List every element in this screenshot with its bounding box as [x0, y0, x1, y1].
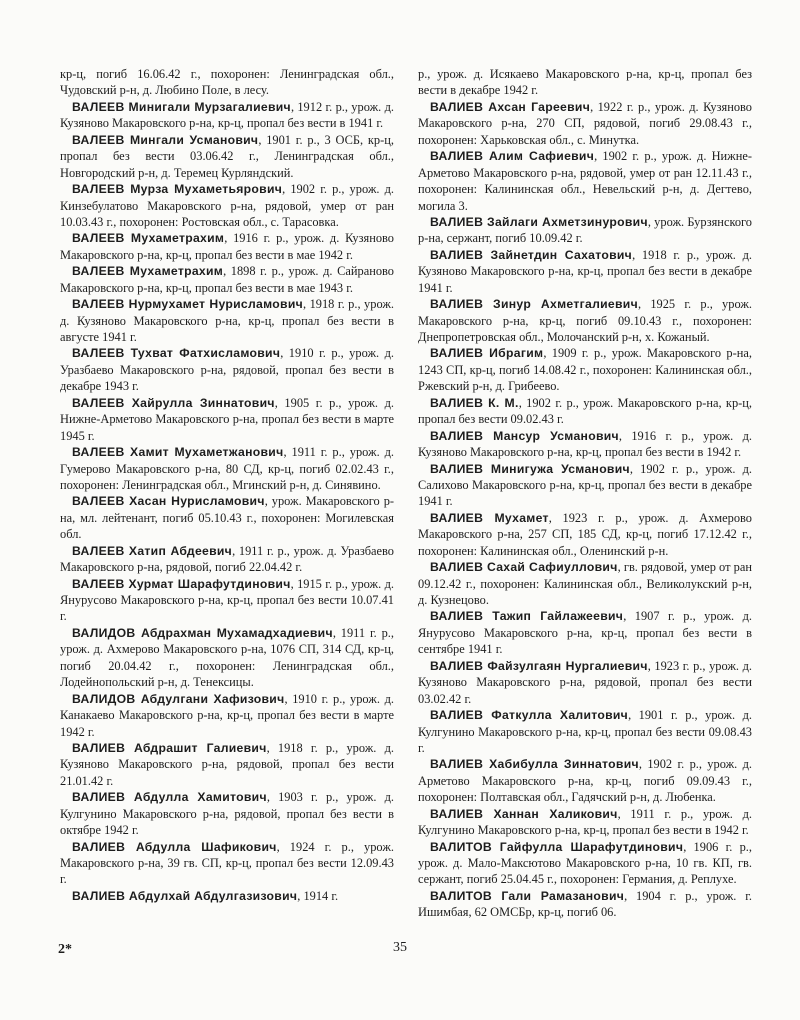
entry-details: , 1916 г. р., урож. д. Кузяново Макаровского р-на, кр-ц, пропал без вести в мае 1942 г. [60, 231, 394, 262]
register-entry [60, 296, 394, 345]
entry-name: ВАЛИЕВ Ханнан Халикович [430, 806, 618, 821]
entry-details: , 1902 г. р., урож. д. Арметово Макаровского р-на, кр-ц, погиб 09.09.43 г., похоронен: Полтавская обл., Гадячский р-н, д. Любенка. [418, 757, 752, 805]
entry-details: , 1907 г. р., урож. д. Янурусово Макаровского р-на, кр-ц, пропал без вести в сентябре 1941 г. [418, 609, 752, 657]
entry-details: , 1915 г. р., урож. д. Янурусово Макаровского р-на, кр-ц, пропал без вести 10.07.41 г. [60, 576, 394, 624]
entry-name: ВАЛИЕВ Абдулла Хамитович [72, 790, 267, 805]
register-entry [60, 888, 394, 904]
entry-name: ВАЛИЕВ Тажип Гайлажеевич [430, 609, 624, 624]
entry-name: ВАЛИЕВ Минигужа Усманович [430, 461, 630, 476]
register-entry [418, 148, 752, 214]
register-entry [418, 345, 752, 394]
entry-name: ВАЛИЕВ Зайлаги Ахметзинурович [430, 214, 648, 229]
entry-name: ВАЛИДОВ Абдрахман Мухамадхадиевич [72, 625, 333, 640]
right-column [418, 66, 752, 921]
register-entry [60, 99, 394, 132]
register-entry [418, 395, 752, 428]
entry-name: ВАЛЕЕВ Минигали Мурзагалиевич [72, 99, 291, 114]
entry-details: , 1925 г. р., урож. Макаровского р-на, кр-ц, погиб 09.10.43 г., похоронен: Днепропетровская обл., Молочанский р-н, х. Кожаный. [418, 297, 752, 344]
entry-name: ВАЛЕЕВ Мухаметрахим [72, 264, 224, 279]
entry-details: , 1898 г. р., урож. д. Сайраново Макаровского р-на, кр-ц, пропал без вести в мае 1943 г. [60, 264, 394, 295]
register-entry [60, 625, 394, 691]
entry-name: ВАЛЕЕВ Хатип Абдеевич [72, 543, 233, 558]
entry-name: ВАЛИЕВ К. М. [430, 395, 519, 410]
register-entry [418, 247, 752, 296]
entry-details: , 1918 г. р., урож. д. Кузяново Макаровского р-на, кр-ц, пропал без вести в декабре 1941 г. [418, 247, 752, 295]
entry-name: ВАЛИТОВ Гали Рамазанович [430, 888, 625, 903]
register-entry [60, 839, 394, 888]
entry-details: , 1902 г. р., урож. Макаровского р-на, кр-ц, пропал без вести 09.02.43 г. [418, 395, 752, 427]
entry-details: , 1911 г. р., урож. д. Кулгунино Макаровского р-на, кр-ц, пропал без вести в 1942 г. [418, 806, 752, 838]
entry-name: ВАЛЕЕВ Мурза Мухаметьярович [72, 182, 283, 197]
register-entry [60, 493, 394, 542]
entry-details: , 1911 г. р., урож. д. Гумерово Макаровского р-на, 80 СД, кр-ц, погиб 02.02.43 г., похоронен: Ленинградская обл., Мгинский р-н, д. Синявино. [60, 445, 394, 492]
entry-name: ВАЛЕЕВ Хайрулла Зиннатович [72, 395, 275, 410]
register-entry [418, 888, 752, 921]
entry-details: , 1918 г. р., урож. д. Кузяново Макаровского р-на, кр-ц, пропал без вести в августе 1941 г. [60, 297, 394, 344]
register-entry [418, 461, 752, 510]
entry-details: , 1906 г. р., урож. д. Мало-Максютово Макаровского р-на, 10 гв. КП, гв. сержант, погиб 25.04.45 г., похоронен: Германия, д. Реплухе. [418, 839, 752, 887]
register-entry [60, 66, 394, 99]
entry-details: , 1909 г. р., урож. Макаровского р-на, 1243 СП, кр-ц, погиб 14.08.42 г., похоронен: Калининская обл., Ржевский р-н, д. Грибеево. [418, 346, 752, 394]
entry-name: ВАЛЕЕВ Хасан Нурисламович [72, 494, 265, 509]
entry-name: ВАЛИЕВ Абдулхай Абдулгазизович [72, 888, 298, 903]
register-entry [418, 839, 752, 888]
entry-name: ВАЛИЕВ Ибрагим [430, 346, 544, 361]
register-entry [60, 181, 394, 230]
entry-details: , урож. Бурзянского р-на, сержант, погиб 10.09.42 г. [418, 214, 752, 246]
register-entry [418, 756, 752, 805]
entry-details: , 1902 г. р., урож. д. Нижне-Арметово Макаровского р-на, рядовой, умер от ран 12.11.43 г., похоронен: Калининская обл., Невельский р-н, д. Дегтево, могила 3. [418, 149, 752, 213]
register-entry [60, 576, 394, 625]
entry-details: , 1905 г. р., урож. д. Нижне-Арметово Макаровского р-на, пропал без вести в марте 1945 г. [60, 395, 394, 443]
entry-details: , 1923 г. р., урож. д. Ахмерово Макаровского р-на, 257 СП, 185 СД, кр-ц, погиб 17.12.42 г., похоронен: Калининская обл., Оленинский р-н. [418, 510, 752, 558]
entry-details: , 1916 г. р., урож. д. Кузяново Макаровского р-на, кр-ц, пропал без вести в 1942 г. [418, 428, 752, 460]
register-entry [60, 263, 394, 296]
entry-name: ВАЛИЕВ Мухамет [430, 510, 549, 525]
entry-name: ВАЛИЕВ Абдулла Шафикович [72, 839, 277, 854]
entry-details: , урож. Макаровского р-на, мл. лейтенант, погиб 05.10.43 г., похоронен: Могилевская обл. [60, 494, 395, 542]
entry-name: ВАЛЕЕВ Хамит Мухаметжанович [72, 445, 284, 460]
entry-details: , 1901 г. р., урож. д. Кулгунино Макаровского р-на, кр-ц, пропал без вести 09.08.43 г. [418, 708, 752, 755]
register-entry [418, 99, 752, 148]
entry-name: ВАЛИЕВ Ахсан Гареевич [430, 99, 591, 114]
entry-details: р., урож. д. Исякаево Макаровского р-на, кр-ц, пропал без вести в декабре 1942 г. [418, 67, 752, 98]
entry-details: , 1923 г. р., урож. д. Кузяново Макаровского р-на, рядовой, пропал без вести 03.02.42 г. [418, 658, 752, 706]
entry-details: , 1918 г. р., урож. д. Кузяново Макаровского р-на, рядовой, пропал без вести 21.01.42 г. [60, 740, 394, 788]
entry-details: , 1904 г. р., урож. г. Ишимбая, 62 ОМСБр, кр-ц, погиб 06. [418, 888, 752, 920]
register-entry [418, 66, 752, 99]
signature-mark: 2* [58, 942, 72, 957]
entry-name: ВАЛИТОВ Гайфулла Шарафутдинович [430, 839, 684, 854]
register-entry [60, 345, 394, 394]
entry-name: ВАЛЕЕВ Хурмат Шарафутдинович [72, 576, 291, 591]
entry-name: ВАЛЕЕВ Нурмухамет Нурисламович [72, 297, 303, 312]
entry-name: ВАЛЕЕВ Мухаметрахим [72, 231, 225, 246]
entry-name: ВАЛИДОВ Абдулгани Хафизович [72, 691, 285, 706]
register-entry [418, 296, 752, 345]
register-entry [60, 444, 394, 493]
entry-name: ВАЛИЕВ Фаткулла Халитович [430, 708, 629, 723]
entry-name: ВАЛИЕВ Файзулгаян Нургалиевич [430, 658, 648, 673]
register-entry [418, 707, 752, 756]
entry-name: ВАЛИЕВ Зинур Ахметгалиевич [430, 297, 638, 312]
entry-details: , 1902 г. р., урож. д. Салихово Макаровского р-на, кр-ц, пропал без вести в декабре 1941 г. [418, 461, 752, 509]
entry-details: , гв. рядовой, умер от ран 09.12.42 г., похоронен: Калининская обл., Великолукский р-н, д. Кузнецово. [418, 560, 752, 607]
entry-details: , 1902 г. р., урож. д. Кинзебулатово Макаровского р-на, рядовой, умер от ран 10.03.43 г., похоронен: Ростовская обл., с. Тарасовка. [60, 182, 394, 229]
entry-details: кр-ц, погиб 16.06.42 г., похоронен: Ленинградская обл., Чудовский р-н, д. Любино Поле, в лесу. [60, 67, 394, 98]
entry-name: ВАЛИЕВ Хабибулла Зиннатович [430, 757, 639, 772]
entry-details: , 1911 г. р., урож. д. Уразбаево Макаровского р-на, рядовой, погиб 22.04.42 г. [60, 543, 394, 575]
entry-name: ВАЛЕЕВ Тухват Фатхисламович [72, 346, 281, 361]
entry-details: , 1910 г. р., урож. д. Уразбаево Макаровского р-на, рядовой, пропал без вести в декабре 1943 г. [60, 346, 394, 394]
register-entry [418, 428, 752, 461]
register-entry [418, 510, 752, 559]
register-entry [418, 658, 752, 707]
register-entry [418, 559, 752, 608]
page-number: 35 [393, 940, 407, 955]
entry-name: ВАЛИЕВ Зайнетдин Сахатович [430, 247, 633, 262]
entry-details: , 1914 г. [297, 888, 339, 903]
entry-details: , 1903 г. р., урож. д. Кулгунино Макаровского р-на, рядовой, пропал без вести в октябре 1942 г. [60, 790, 394, 838]
register-entry [418, 214, 752, 247]
entry-name: ВАЛИЕВ Мансур Усманович [430, 428, 619, 443]
entry-details: , 1922 г. р., урож. д. Кузяново Макаровского р-на, 270 СП, рядовой, погиб 29.08.43 г., похоронен: Харьковская обл., с. Минутка. [418, 99, 752, 147]
register-entry [418, 608, 752, 657]
entry-details: , 1924 г. р., урож. Макаровского р-на, 39 гв. СП, кр-ц, пропал без вести 12.09.43 г. [60, 839, 394, 887]
entry-details: , 1901 г. р., 3 ОСБ, кр-ц, пропал без вести 03.06.42 г., Ленинградская обл., Новгородский р-н, д. Теремец Курляндский. [60, 132, 394, 180]
entry-name: ВАЛИЕВ Сахай Сафиуллович [430, 560, 618, 575]
register-entry [60, 740, 394, 789]
register-entry [60, 132, 394, 181]
entry-name: ВАЛЕЕВ Мингали Усманович [72, 132, 259, 147]
register-entry [60, 789, 394, 838]
register-entry [418, 806, 752, 839]
entry-name: ВАЛИЕВ Абдрашит Галиевич [72, 740, 267, 755]
entry-details: , 1910 г. р., урож. д. Канакаево Макаровского р-на, кр-ц, пропал без вести в марте 1942 г. [60, 691, 394, 739]
register-entry [60, 691, 394, 740]
entry-details: , 1911 г. р., урож. д. Ахмерово Макаровского р-на, 1076 СП, 314 СД, кр-ц, погиб 20.04.42 г., похоронен: Ленинградская обл., Лодейнопольский р-н, д. Тенексицы. [60, 625, 394, 690]
left-column [60, 66, 394, 904]
register-entry [60, 395, 394, 444]
entry-name: ВАЛИЕВ Алим Сафиевич [430, 149, 595, 164]
register-entry [60, 543, 394, 576]
entry-details: , 1912 г. р., урож. д. Кузяново Макаровского р-на, кр-ц, пропал без вести в 1941 г. [60, 99, 394, 131]
register-entry [60, 230, 394, 263]
